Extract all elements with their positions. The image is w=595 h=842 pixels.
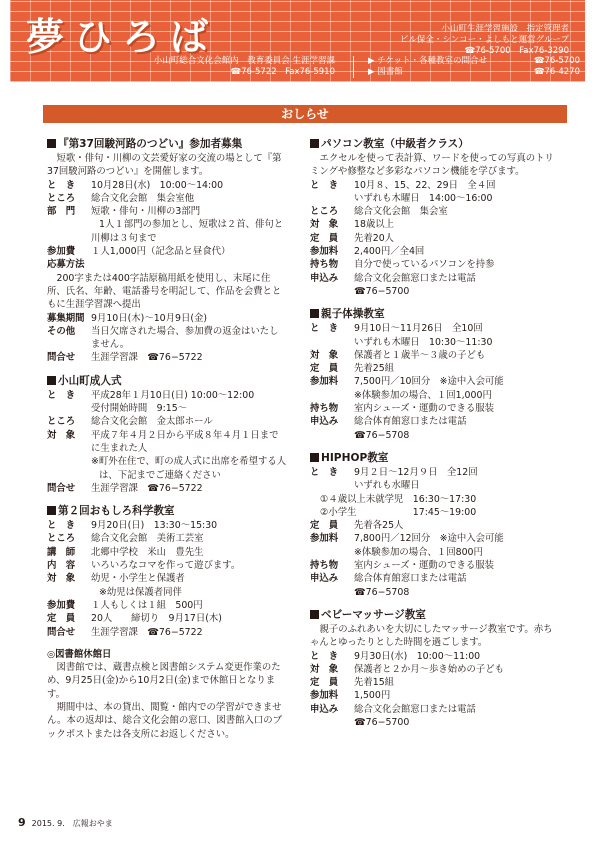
- spacer: [310, 599, 560, 608]
- article-title: [310, 608, 560, 623]
- info-row: [310, 650, 560, 663]
- info-key: 参加費: [47, 246, 76, 258]
- manager-info: [400, 24, 569, 57]
- info-value: 総合体育館窓口または電話: [354, 573, 467, 585]
- info-value: 先着25組: [354, 363, 395, 375]
- info-sub: いずれも水曜日: [354, 480, 420, 492]
- info-row: [310, 663, 560, 676]
- info-key: 申込み: [310, 416, 339, 428]
- info-key: 持ち物: [310, 259, 339, 271]
- class-schedule: ①４歳以上未就学児 16:30〜17:30: [320, 493, 477, 505]
- info-key: 対 象: [310, 663, 339, 675]
- page-footer: [18, 816, 113, 829]
- info-value: 9月10日〜11月26日 全10回: [354, 323, 483, 335]
- info-row: [310, 272, 560, 285]
- info-row: [310, 689, 560, 702]
- header-divider: [353, 56, 354, 78]
- phone-number: ☎76−5708: [354, 586, 410, 598]
- library-closure-text: 期間中は、本の貸出、閲覧・館内での学習ができません。本の返却は、総合文化会館の窓口、図書館入口のブックポストまたは各支所にお返しください。: [47, 701, 282, 740]
- contact-line: ☎76-5722 Fax76-5910: [230, 67, 335, 77]
- info-value: 当日欠席された場合、参加費の返金はいたしません。: [91, 325, 279, 351]
- info-row: [47, 546, 287, 559]
- info-value: 幼児・小学生と保護者: [91, 573, 185, 585]
- info-row: [47, 389, 287, 402]
- info-key: 参加費: [47, 599, 76, 611]
- info-sub: いずれも木曜日 10:30〜11:30: [354, 336, 493, 348]
- page-number: 9: [18, 816, 26, 829]
- section-heading: おしらせ: [43, 105, 567, 123]
- info-value: 総合文化会館 集会室他: [91, 192, 195, 204]
- info-value: 9月10日(木)〜10月9日(金): [91, 312, 208, 324]
- info-row: [310, 559, 560, 572]
- info-key: 定 員: [310, 677, 339, 689]
- phone-number: ☎76−5708: [354, 429, 410, 441]
- info-value: 先着各25人: [354, 520, 404, 532]
- info-key: 対 象: [310, 349, 339, 361]
- info-value: 平成28年１月10日(日) 10:00〜12:00: [91, 389, 255, 401]
- info-value: 10月28日(水) 10:00〜14:00: [91, 179, 224, 191]
- square-bullet-icon: [47, 139, 56, 148]
- spacer: [47, 639, 287, 648]
- info-key: 募集期間: [47, 312, 85, 324]
- info-row: [310, 703, 560, 716]
- info-key: 参加料: [310, 533, 339, 545]
- article-title: [47, 137, 287, 152]
- info-key: 申込み: [310, 272, 339, 284]
- info-row: [47, 519, 287, 532]
- info-value: いろいろなコマを作って遊びます。: [91, 560, 241, 572]
- info-value: 10月８、15、22、29日 全４回: [354, 179, 496, 191]
- info-key: 問合せ: [47, 352, 76, 364]
- contact-line: ▶ チケット・各種教室の問合せ: [368, 56, 487, 66]
- info-note: ※町外在住で、町の成人式に出席を希望する人は、下記までご連絡ください: [91, 456, 287, 481]
- info-key: と き: [310, 323, 339, 335]
- info-row: [47, 626, 287, 639]
- article-title: [310, 307, 560, 322]
- info-key: と き: [47, 520, 76, 532]
- info-key: 問合せ: [47, 482, 76, 494]
- info-value: 保護者と１歳半〜３歳の子ども: [354, 349, 486, 361]
- left-column: [47, 137, 287, 741]
- contact-line: 小山町総合文化会館内 教育委員会 生涯学習課: [153, 56, 335, 66]
- article-title-text: パソコン教室（中級者クラス）: [321, 138, 469, 150]
- info-row: [47, 205, 287, 218]
- info-row: [310, 349, 560, 362]
- phone-number: ☎76−5700: [354, 285, 410, 297]
- info-key: ところ: [310, 206, 339, 218]
- issue-label: 2015. 9. 広報おやま: [31, 819, 113, 828]
- info-value: 総合文化会館 美術工芸室: [91, 533, 204, 545]
- article-intro: 短歌・俳句・川柳の文芸愛好家の交流の場として『第37回駿河路のつどい』を開催します。: [47, 153, 282, 178]
- info-value: 短歌・俳句・川柳の3部門: [91, 206, 201, 218]
- info-row: [310, 322, 560, 335]
- info-value: 先着20人: [354, 232, 395, 244]
- info-row: [310, 179, 560, 192]
- contact-line: ☎76-5700: [533, 56, 580, 66]
- info-key: ところ: [47, 533, 76, 545]
- contact-education: [150, 56, 335, 78]
- info-key: と き: [47, 389, 76, 401]
- info-key: 対 象: [47, 573, 76, 585]
- info-row: [47, 245, 287, 258]
- spacer: [47, 495, 287, 504]
- info-row: [47, 192, 287, 205]
- info-row: [310, 232, 560, 245]
- info-row: [47, 415, 287, 428]
- info-row: [47, 532, 287, 545]
- info-value: 総合文化会館 集会室: [354, 206, 448, 218]
- info-key: 持ち物: [310, 403, 339, 415]
- info-key: 講 師: [47, 546, 76, 558]
- info-value: 総合文化会館 金太郎ホール: [91, 416, 213, 428]
- info-value: 7,500円／10回分 ※途中入会可能: [354, 376, 504, 388]
- manager-line: ビル保全・シンコー・よしもと運営グループ: [399, 35, 569, 45]
- info-value: 生涯学習課 ☎76−5722: [91, 626, 203, 638]
- info-row: [310, 532, 560, 545]
- info-key: 問合せ: [47, 626, 76, 638]
- info-row: [47, 179, 287, 192]
- info-note: ※体験参加の場合、１回1,000円: [354, 389, 492, 401]
- info-key: 参加料: [310, 246, 339, 258]
- info-row: [310, 402, 560, 415]
- info-sub: 受付開始時間 9:15〜: [91, 403, 188, 415]
- article-title-text: ベビーマッサージ教室: [321, 608, 426, 621]
- article-title: [310, 137, 560, 152]
- info-key: 定 員: [310, 520, 339, 532]
- info-row: [47, 612, 287, 625]
- info-value: 18歳以上: [354, 219, 395, 231]
- library-closure-text: 図書館では、蔵書点検と図書館システム変更作業のため、9月25日(金)から10月2日(金)まで休館日となります。: [47, 662, 281, 700]
- info-key: 参加料: [310, 690, 339, 702]
- square-bullet-icon: [310, 139, 319, 148]
- info-value: 室内シューズ・運動のできる服装: [354, 403, 494, 415]
- right-column: [310, 137, 560, 729]
- info-sub: 1人１部門の参加とし、短歌は２首、俳句と川柳は３句まで: [91, 219, 284, 244]
- info-row: [47, 559, 287, 572]
- contact-labels: [368, 56, 487, 78]
- info-value: 総合文化会館窓口または電話: [354, 272, 476, 284]
- info-key: 定 員: [310, 363, 339, 375]
- subheading: 応募方法: [47, 259, 85, 271]
- info-key: 定 員: [47, 613, 76, 625]
- spacer: [47, 365, 287, 374]
- info-key: 定 員: [310, 232, 339, 244]
- article-title-text: 親子体操教室: [321, 308, 385, 321]
- spacer: [310, 298, 560, 307]
- article-title-text: 『第37回駿河路のつどい』参加者募集: [58, 138, 243, 150]
- info-note: ※幼児は保護者同伴: [99, 586, 182, 598]
- info-note: ※体験参加の場合、１回800円: [354, 546, 483, 558]
- article-title: [47, 374, 287, 389]
- info-value: 20人 締切り 9月17日(木): [91, 613, 222, 625]
- article-title-text: 小山町成人式: [58, 374, 122, 387]
- info-key: その他: [47, 325, 76, 337]
- info-row: [310, 572, 560, 585]
- info-value: 2,400円／全4回: [354, 246, 425, 258]
- info-row: [47, 482, 287, 495]
- info-value: 9月20日(日) 13:30〜15:30: [91, 520, 218, 532]
- info-row: [47, 351, 287, 364]
- info-key: 部 門: [47, 206, 76, 218]
- info-row: [310, 676, 560, 689]
- info-value: 1,500円: [354, 690, 391, 702]
- article-intro: 親子のふれあいを大切にしたマッサージ教室です。赤ちゃんとゆったりとした時間を過ごします。: [310, 623, 553, 649]
- info-row: [47, 429, 287, 456]
- square-bullet-icon: [310, 309, 319, 318]
- info-value: 保護者と２か月〜歩き始めの子ども: [354, 663, 505, 675]
- info-key: 申込み: [310, 703, 339, 715]
- info-value: 7,800円／12回分 ※途中入会可能: [354, 533, 504, 545]
- article-title-text: HIPHOP教室: [321, 451, 389, 464]
- info-row: [310, 218, 560, 231]
- square-bullet-icon: [47, 506, 56, 515]
- phone-number: ☎76−5700: [354, 716, 410, 728]
- info-value: １人1,000円（記念品と昼食代）: [91, 246, 231, 258]
- info-row: [310, 205, 560, 218]
- info-key: 参加料: [310, 376, 339, 388]
- info-key: と き: [310, 650, 339, 662]
- info-key: 対 象: [47, 429, 76, 441]
- spacer: [310, 442, 560, 451]
- info-value: 北郷中学校 米山 豊先生: [91, 546, 204, 558]
- info-value: 自分で使っているパソコンを持参: [354, 259, 495, 271]
- info-key: と き: [310, 466, 339, 478]
- article-intro: エクセルを使って表計算、ワードを使っての写真のトリミングや修整など多彩なパソコン機能を学びます。: [310, 153, 554, 178]
- info-row: [47, 312, 287, 325]
- info-value: 9月２日〜12月９日 全12回: [354, 466, 478, 478]
- info-value: １人もしくは１組 500円: [91, 599, 203, 611]
- info-row: [310, 362, 560, 375]
- info-value: 生涯学習課 ☎76−5722: [91, 352, 203, 364]
- square-bullet-icon: [47, 376, 56, 385]
- info-value: 総合体育館窓口または電話: [354, 416, 467, 428]
- info-value: 9月30日(水) 10:00〜11:00: [354, 650, 481, 662]
- info-key: 内 容: [47, 560, 76, 572]
- info-row: [310, 466, 560, 479]
- masthead-logo: 夢ひろば: [26, 15, 219, 59]
- info-row: [310, 245, 560, 258]
- manager-line: ☎76-5700 Fax76-3290: [464, 46, 569, 56]
- contact-phones: [534, 56, 580, 78]
- square-bullet-icon: [310, 453, 319, 462]
- info-row: [310, 258, 560, 271]
- info-row: [47, 572, 287, 585]
- info-key: 対 象: [310, 219, 339, 231]
- info-key: ところ: [47, 416, 76, 428]
- article-title-text: 第２回おもしろ科学教室: [58, 505, 175, 518]
- method-text: 200字または400字詰原稿用紙を使用し、末尾に住所、氏名、年齢、電話番号を明記して、作品を会費とともに生涯学習課へ提出: [47, 272, 282, 311]
- info-row: [310, 519, 560, 532]
- library-closure-title: ◎図書館休館日: [47, 648, 112, 660]
- manager-line: 小山町生涯学習施設 指定管理者: [441, 24, 569, 34]
- info-key: 持ち物: [310, 560, 339, 572]
- info-key: 申込み: [310, 573, 339, 585]
- contact-line: ☎76-4270: [533, 67, 580, 77]
- masthead: [10, 0, 585, 82]
- info-value: 生涯学習課 ☎76−5722: [91, 482, 203, 494]
- info-key: と き: [47, 179, 76, 191]
- info-value: 総合文化会館窓口または電話: [354, 703, 476, 715]
- info-row: [47, 599, 287, 612]
- info-value: 平成７年４月２日から平成８年４月１日までに生まれた人: [91, 429, 279, 454]
- info-key: ところ: [47, 192, 76, 204]
- article-title: [310, 451, 560, 466]
- square-bullet-icon: [310, 610, 319, 619]
- info-row: [47, 325, 287, 352]
- contact-line: ▶ 図書館: [368, 67, 403, 77]
- info-key: と き: [310, 179, 339, 191]
- info-value: 室内シューズ・運動のできる服装: [354, 560, 494, 572]
- info-row: [310, 375, 560, 388]
- class-schedule: ②小学生 17:45〜19:00: [320, 506, 477, 518]
- info-sub: いずれも木曜日 14:00〜16:00: [354, 192, 493, 204]
- info-value: 先着15組: [354, 677, 395, 689]
- article-title: [47, 504, 287, 519]
- info-row: [310, 415, 560, 428]
